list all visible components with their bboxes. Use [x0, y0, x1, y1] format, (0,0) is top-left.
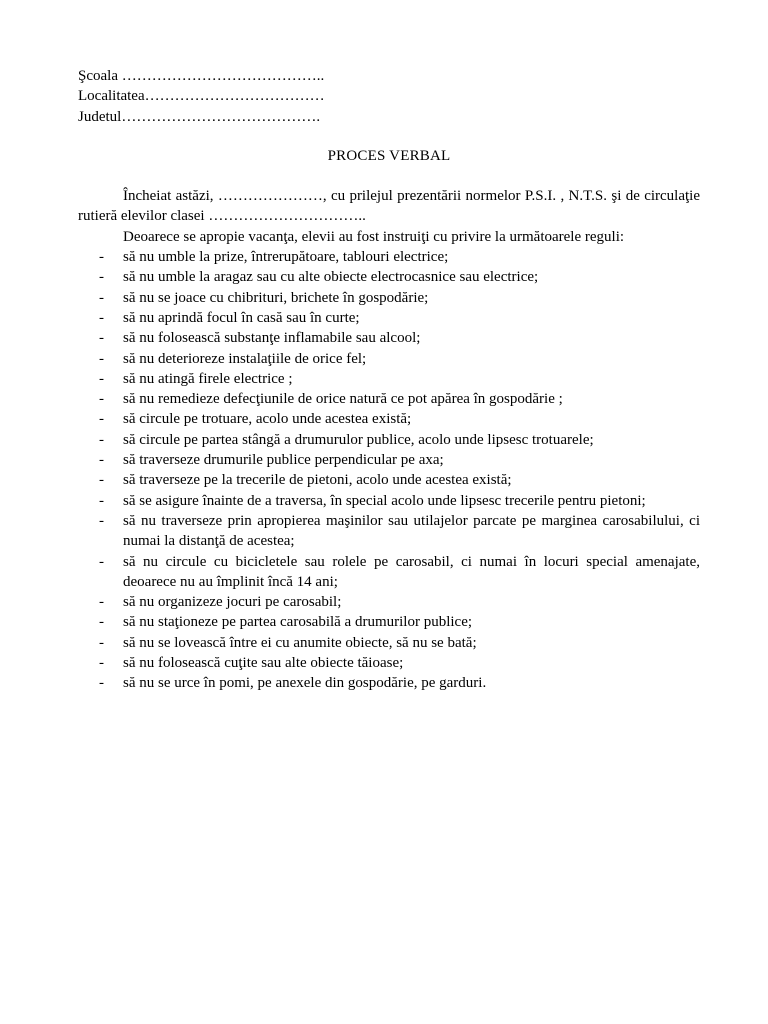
bullet-dash: - [99, 452, 104, 469]
rule-item [78, 612, 700, 632]
rule-item [78, 389, 700, 409]
rule-item [78, 308, 700, 328]
rule-item [78, 247, 700, 267]
reason-paragraph: Deoarece se apropie vacanţa, elevii au fost instruiţi cu privire la următoarele reguli: [123, 228, 625, 245]
rule-item [78, 511, 700, 552]
rule-text: să nu umble la prize, întrerupătoare, tablouri electrice; [123, 249, 449, 266]
bullet-dash: - [99, 553, 104, 570]
rule-text: să circule pe trotuare, acolo unde acestea există; [123, 411, 412, 428]
bullet-dash: - [99, 472, 104, 489]
rule-item [78, 633, 700, 653]
bullet-dash: - [99, 370, 104, 387]
rule-item [78, 552, 700, 593]
bullet-dash: - [99, 431, 104, 448]
document-title: PROCES VERBAL [327, 147, 451, 164]
rule-text: să nu umble la aragaz sau cu alte obiecte electrocasnice sau electrice; [123, 269, 539, 286]
header-block [78, 66, 700, 127]
bullet-dash: - [99, 249, 104, 266]
rule-text: să se asigure înainte de a traversa, în special acolo unde lipsesc trecerile pentru pietoni; [123, 492, 646, 509]
bullet-dash: - [99, 675, 104, 692]
document-page [78, 66, 700, 694]
rule-text: să nu remedieze defecţiunile de orice natură ce pot apărea în gospodărie ; [123, 391, 563, 408]
bullet-dash: - [99, 655, 104, 672]
rule-text: să nu se lovească între ei cu anumite obiecte, să nu se bată; [123, 634, 477, 651]
bullet-dash: - [99, 269, 104, 286]
rule-item [78, 409, 700, 429]
intro-paragraph: Încheiat astăzi, …………………, cu prilejul prezentării normelor P.S.I. , N.T.S. şi de circulaţie rutieră elevilor clasei ………………………….. [78, 188, 700, 225]
bullet-dash: - [99, 492, 104, 509]
bullet-dash: - [99, 289, 104, 306]
bullet-dash: - [99, 350, 104, 367]
rule-item [78, 491, 700, 511]
rule-text: să circule pe partea stângă a drumurulor publice, acolo unde lipsesc trotuarele; [123, 431, 594, 448]
bullet-dash: - [99, 391, 104, 408]
rule-text: să nu se urce în pomi, pe anexele din gospodărie, pe garduri. [123, 675, 487, 692]
rule-item [78, 349, 700, 369]
rule-text: să nu atingă firele electrice ; [123, 370, 293, 387]
rule-text: să traverseze pe la trecerile de pietoni, acolo unde acestea există; [123, 472, 512, 489]
rule-text: să traverseze drumurile publice perpendicular pe axa; [123, 452, 444, 469]
rule-text: să nu deterioreze instalaţiile de orice fel; [123, 350, 367, 367]
rule-item [78, 328, 700, 348]
rule-text: să nu se joace cu chibrituri, brichete în gospodărie; [123, 289, 429, 306]
rule-item [78, 267, 700, 287]
bullet-dash: - [99, 614, 104, 631]
rule-text: să nu folosească substanţe inflamabile sau alcool; [123, 330, 421, 347]
rule-item [78, 369, 700, 389]
bullet-dash: - [99, 330, 104, 347]
rule-item [78, 470, 700, 490]
rule-item [78, 592, 700, 612]
bullet-dash: - [99, 411, 104, 428]
rule-text: să nu aprindă focul în casă sau în curte; [123, 309, 360, 326]
rule-text: să nu traverseze prin apropierea maşinilor sau utilajelor parcate pe marginea carosabilului, ci numai la distanţă de acestea; [123, 512, 700, 550]
bullet-dash: - [99, 634, 104, 651]
bullet-dash: - [99, 594, 104, 611]
school-field: Şcoala ………………………………….. [78, 68, 325, 84]
county-field: Judetul…………………………………. [78, 108, 321, 125]
rule-text: să nu folosească cuţite sau alte obiecte tăioase; [123, 655, 404, 672]
rule-item [78, 653, 700, 673]
bullet-dash: - [99, 512, 104, 529]
locality-field: Localitatea……………………………… [78, 88, 325, 105]
rule-item [78, 288, 700, 308]
rule-text: să nu staţioneze pe partea carosabilă a drumurilor publice; [123, 614, 473, 631]
rules-list [78, 247, 700, 694]
rule-item [78, 450, 700, 470]
rule-item [78, 430, 700, 450]
rule-item [78, 673, 700, 693]
rule-text: să nu circule cu bicicletele sau rolele pe carosabil, ci numai în locuri special amenajate, deoarece nu au împlinit încă 14 ani; [123, 553, 700, 590]
bullet-dash: - [99, 309, 104, 326]
rule-text: să nu organizeze jocuri pe carosabil; [123, 594, 342, 611]
